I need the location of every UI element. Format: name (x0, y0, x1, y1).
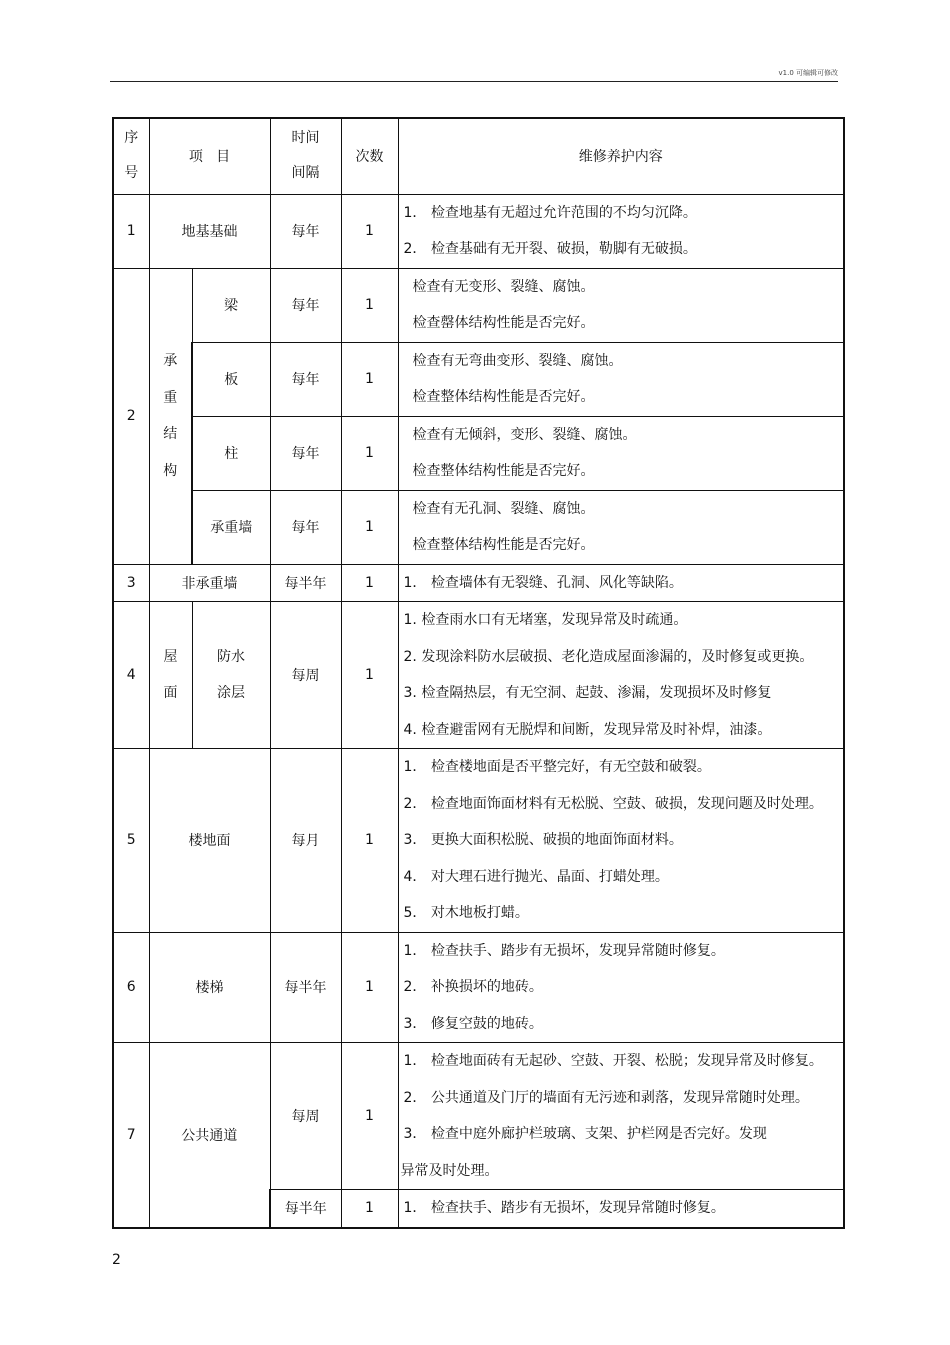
table-row (113, 194, 844, 268)
maintenance-table (112, 117, 845, 1229)
version-note: v1.0 可编辑可修改 (778, 69, 838, 77)
row-times: 1 (341, 602, 398, 749)
table-row (113, 564, 844, 602)
header-content: 维修养护内容 (398, 118, 844, 194)
row-no: 4 (113, 602, 149, 749)
row-interval: 每半年 (270, 932, 341, 1043)
header-item: 项 目 (149, 118, 270, 194)
row-content: 1. 检查雨水口有无堵塞，发现异常及时疏通。 2. 发现涂料防水层破损、老化造成屋面渗漏的，及时修复或更换。 3. 检查隔热层，有无空洞、起鼓、渗漏，发现损坏及时修复 4. 检查避雷网有无脱焊和间断，发现异常及时补焊，油漆。 (398, 602, 844, 749)
row-interval: 每年 (270, 342, 341, 416)
row-content: 1． 检查扶手、踏步有无损坏，发现异常随时修复。 (398, 1190, 844, 1228)
table-row (113, 602, 844, 749)
row-times: 1 (341, 564, 398, 602)
header-rule (110, 81, 838, 82)
header-no: 序 号 (113, 118, 149, 194)
row-group: 屋 面 (149, 602, 192, 749)
header-interval: 时间 间隔 (270, 118, 341, 194)
row-no: 5 (113, 749, 149, 933)
row-content: 检查有无弯曲变形、裂缝、腐蚀。 检查整体结构性能是否完好。 (398, 342, 844, 416)
row-interval: 每周 (270, 602, 341, 749)
row-item: 楼梯 (149, 932, 270, 1043)
table-row (113, 932, 844, 1043)
table-row (113, 416, 844, 490)
row-subitem: 防水 涂层 (192, 602, 270, 749)
header-times: 次数 (341, 118, 398, 194)
row-times: 1 (341, 268, 398, 342)
row-group: 承 重 结 构 (149, 268, 192, 564)
row-times: 1 (341, 416, 398, 490)
row-times: 1 (341, 1190, 398, 1228)
row-content: 1． 检查楼地面是否平整完好，有无空鼓和破裂。 2． 检查地面饰面材料有无松脱、空鼓、破损，发现问题及时处理。 3． 更换大面积松脱、破损的地面饰面材料。 4． 对大理石进行抛光、晶面、打蜡处理。 5． 对木地板打蜡。 (398, 749, 844, 933)
table-header-row (113, 118, 844, 194)
row-content: 1． 检查地基有无超过允许范围的不均匀沉降。 2． 检查基础有无开裂、破损，勒脚有无破损。 (398, 194, 844, 268)
row-item: 非承重墙 (149, 564, 270, 602)
row-no: 7 (113, 1043, 149, 1228)
row-times: 1 (341, 342, 398, 416)
row-subitem: 梁 (192, 268, 270, 342)
row-interval: 每年 (270, 194, 341, 268)
row-interval: 每年 (270, 416, 341, 490)
row-content: 检查有无变形、裂缝、腐蚀。 检查罄体结构性能是否完好。 (398, 268, 844, 342)
row-times: 1 (341, 1043, 398, 1190)
row-item: 公共通道 (149, 1043, 270, 1228)
row-interval: 每半年 (270, 1190, 341, 1228)
table-row (113, 1043, 844, 1190)
row-no: 6 (113, 932, 149, 1043)
row-content: 1． 检查地面砖有无起砂、空鼓、开裂、松脱；发现异常及时修复。 2． 公共通道及门厅的墙面有无污迹和剥落，发现异常随时处理。 3． 检查中庭外廊护栏玻璃、支架、护栏网是否完好。发现 异常及时处理。 (398, 1043, 844, 1190)
row-interval: 每年 (270, 268, 341, 342)
row-content: 1． 检查墙体有无裂缝、孔洞、风化等缺陷。 (398, 564, 844, 602)
row-times: 1 (341, 749, 398, 933)
row-subitem: 承重墙 (192, 490, 270, 564)
table-row (113, 268, 844, 342)
row-no: 2 (113, 268, 149, 564)
table-row (113, 342, 844, 416)
row-times: 1 (341, 194, 398, 268)
row-no: 3 (113, 564, 149, 602)
row-interval: 每年 (270, 490, 341, 564)
row-times: 1 (341, 932, 398, 1043)
table-row (113, 490, 844, 564)
table-row (113, 749, 844, 933)
row-interval: 每周 (270, 1043, 341, 1190)
row-subitem: 柱 (192, 416, 270, 490)
row-content: 1． 检查扶手、踏步有无损坏，发现异常随时修复。 2． 补换损坏的地砖。 3． 修复空鼓的地砖。 (398, 932, 844, 1043)
row-interval: 每月 (270, 749, 341, 933)
row-item: 地基基础 (149, 194, 270, 268)
row-content: 检查有无倾斜，变形、裂缝、腐蚀。 检查整体结构性能是否完好。 (398, 416, 844, 490)
row-item: 楼地面 (149, 749, 270, 933)
row-subitem: 板 (192, 342, 270, 416)
row-interval: 每半年 (270, 564, 341, 602)
row-no: 1 (113, 194, 149, 268)
row-content: 检查有无孔洞、裂缝、腐蚀。 检查整体结构性能是否完好。 (398, 490, 844, 564)
page-number: 2 (112, 1252, 121, 1268)
row-times: 1 (341, 490, 398, 564)
